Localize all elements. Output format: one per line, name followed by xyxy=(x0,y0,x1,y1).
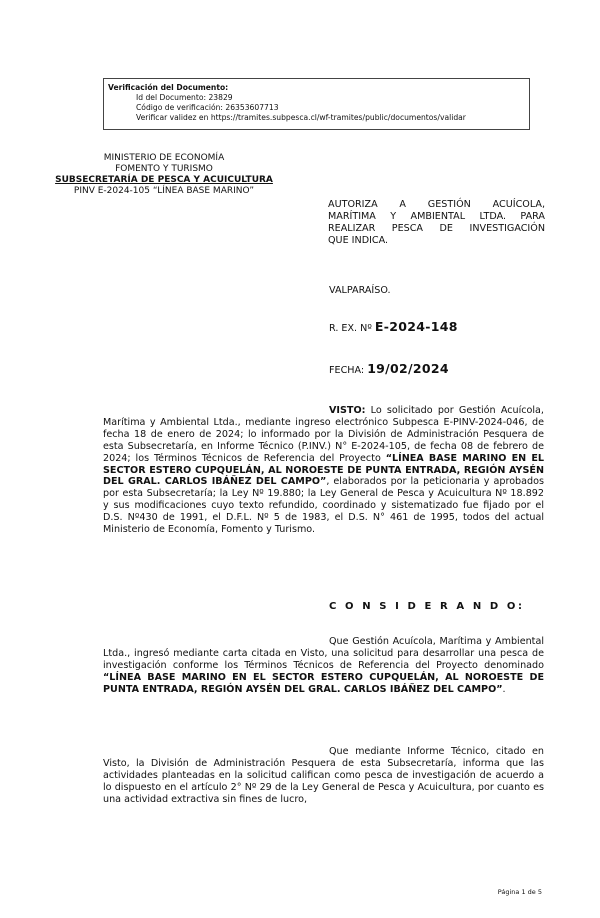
ministry-name-2: FOMENTO Y TURISMO xyxy=(115,164,213,174)
resolution-title-line: AUTORIZA A GESTIÓN ACUÍCOLA, xyxy=(328,199,545,210)
date-value: 19/02/2024 xyxy=(367,361,449,376)
resolution-number-label: R. EX. Nº xyxy=(329,323,372,334)
considerando-heading: C O N S I D E R A N D O: xyxy=(329,601,525,612)
verification-url[interactable]: • Verificar validez en https://tramites.subpesca.cl/wf-tramites/public/documentos/validar xyxy=(136,113,524,123)
visto-paragraph xyxy=(103,405,544,536)
project-code: PINV E-2024-105 “LÍNEA BASE MARINO” xyxy=(73,186,255,196)
verification-title: Verificación del Documento: xyxy=(108,83,229,92)
considerando-1-end: . xyxy=(502,683,506,695)
considerando-2-text: Que mediante Informe Técnico, citado en Visto, la División de Administración Pesquera de esta Subsecretaría, informa que las actividades planteadas en la solicitud califican como pesca de investigación de acuerdo a lo dispuesto en el artículo 2° Nº 29 de la Ley General de Pesca y Acuicultura, por cuanto es una actividad extractiva sin fines de lucro, xyxy=(103,746,544,805)
ministry-header xyxy=(30,153,298,197)
considerando-paragraph-2 xyxy=(103,746,544,806)
resolution-title-line: QUE INDICA. xyxy=(328,234,389,246)
verification-box xyxy=(103,78,530,130)
resolution-title-line: MARÍTIMA Y AMBIENTAL LTDA. PARA xyxy=(328,210,545,222)
resolution-title xyxy=(328,199,545,247)
verification-list xyxy=(108,93,524,123)
page-number: Página 1 de 5 xyxy=(497,888,542,896)
subsecretaria-name: SUBSECRETARÍA DE PESCA Y ACUICULTURA xyxy=(55,175,273,185)
considerando-paragraph-1 xyxy=(103,636,544,696)
resolution-number xyxy=(329,321,458,335)
ministry-name: MINISTERIO DE ECONOMÍA xyxy=(103,153,225,163)
verification-code: • Código de verificación: 26353607713 xyxy=(136,103,524,113)
resolution-date xyxy=(329,363,449,377)
verification-document-id: • Id del Documento: 23829 xyxy=(136,93,524,103)
visto-label: VISTO: xyxy=(329,405,366,416)
date-label: FECHA: xyxy=(329,365,365,376)
considerando-1-text: Que Gestión Acuícola, Marítima y Ambiental Ltda., ingresó mediante carta citada en Visto, una solicitud para desarrollar una pesca de investigación conforme los Términos Técnicos de Referencia del Proyecto denominado xyxy=(103,636,544,671)
considerando-1-project-name: “LÍNEA BASE MARINO EN EL SECTOR ESTERO CUPQUELÁN, AL NOROESTE DE PUNTA ENTRADA, REGIÓN AYSÉN DEL GRAL. CARLOS IBÁÑEZ DEL CAMPO” xyxy=(103,671,544,695)
place: VALPARAÍSO. xyxy=(329,285,391,296)
resolution-number-value: E-2024-148 xyxy=(374,319,458,334)
visto-text-2: , elaborados por la peticionaria y aprobados por esta Subsecretaría; la Ley Nº 19.880; la Ley General de Pesca y Acuicultura Nº 18.892 y sus modificaciones cuyo texto refundido, coordinado y sistematizado fue fijado por el D.S. Nº430 de 1991, el D.F.L. Nº 5 de 1983, el D.S. N° 461 de 1995, todos del actual Ministerio de Economía, Fomento y Turismo. xyxy=(103,476,544,536)
visto-project-name: “LÍNEA BASE MARINO EN EL SECTOR ESTERO CUPQUELÁN, AL NOROESTE DE PUNTA ENTRADA, REGIÓN AYSÉN DEL GRAL. CARLOS IBÁÑEZ DEL CAMPO” xyxy=(103,452,544,488)
visto-text: Lo solicitado por Gestión Acuícola, Marítima y Ambiental Ltda., mediante ingreso electrónico Subpesca E-PINV-2024-046, de fecha 18 de enero de 2024; lo informado por la División de Administración Pesquera de esta Subsecretaría, en Informe Técnico (P.INV.) N° E-2024-105, de fecha 08 de febrero de 2024; los Términos Técnicos de Referencia del Proyecto xyxy=(103,405,544,464)
resolution-title-line: REALIZAR PESCA DE INVESTIGACIÓN xyxy=(328,222,545,234)
